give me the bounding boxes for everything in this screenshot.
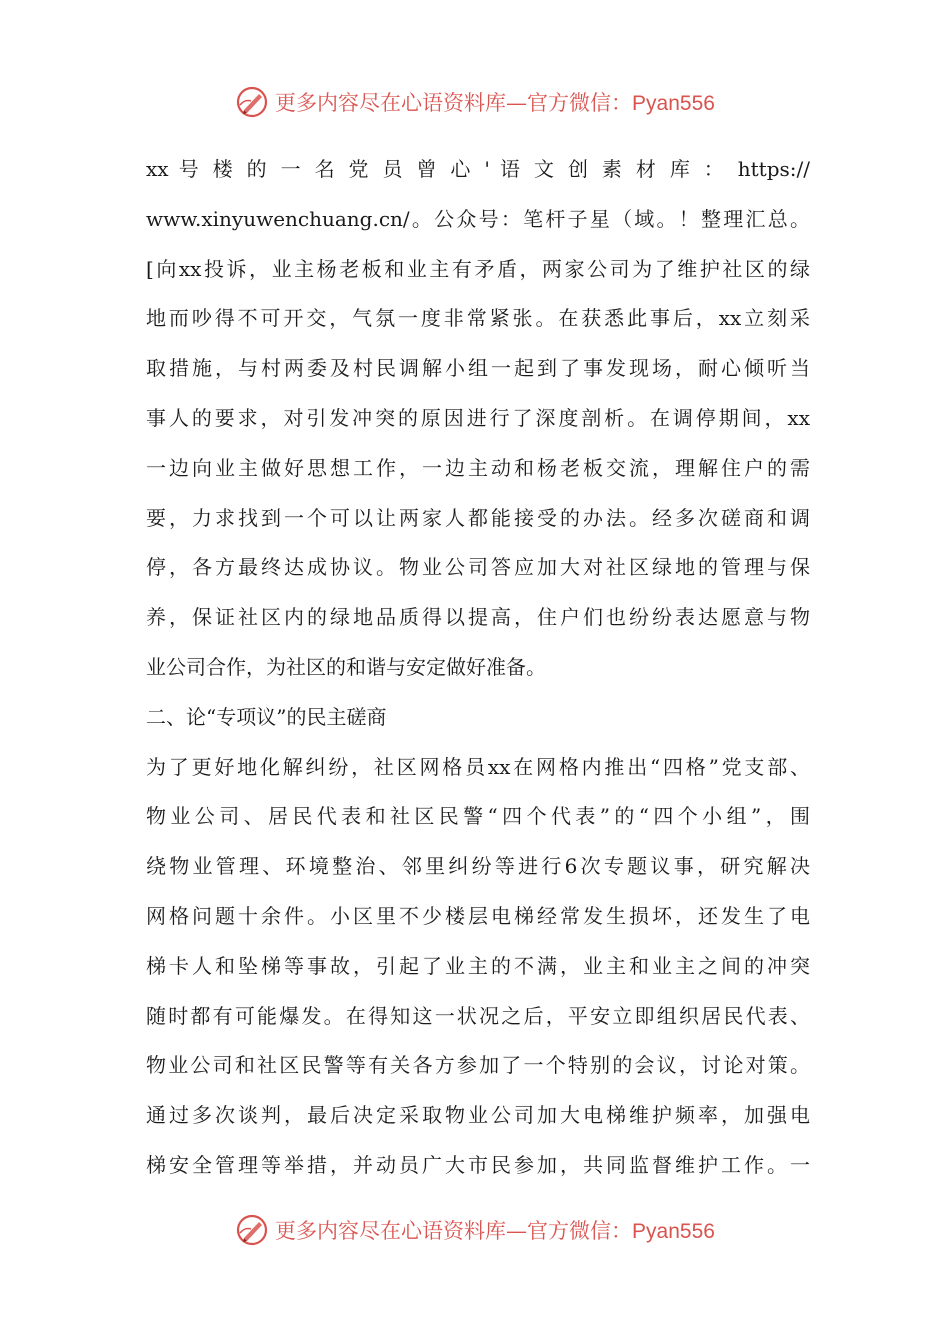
text-line: 为了更好地化解纠纷，社区网格员xx在网格内推出“四格”党支部、 xyxy=(146,754,810,779)
text-line: 取措施，与村两委及村民调解小组一起到了事发现场，耐心倾听当 xyxy=(146,356,810,381)
text-line: 物业公司、居民代表和社区民警“四个代表”的“四个小组”，围 xyxy=(146,804,810,829)
text-line: 业公司合作，为社区的和谐与安定做好准备。 xyxy=(146,654,546,679)
text-line: 停，各方最终达成协议。物业公司答应加大对社区绿地的管理与保 xyxy=(146,555,810,580)
text-line: 一边向业主做好思想工作，一边主动和杨老板交流，理解住户的需 xyxy=(146,455,810,480)
text-line: [向xx投诉，业主杨老板和业主有矛盾，两家公司为了维护社区的绿 xyxy=(146,256,810,281)
pen-logo-icon xyxy=(235,85,269,119)
banner-wechat-id: Pyan556 xyxy=(632,92,715,115)
banner-wechat-id: Pyan556 xyxy=(632,1220,715,1243)
text-line: 随时都有可能爆发。在得知这一状况之后，平安立即组织居民代表、 xyxy=(146,1003,810,1028)
text-line: 养，保证社区内的绿地品质得以提高，住户们也纷纷表达愿意与物 xyxy=(146,605,810,630)
banner-text xyxy=(275,1215,715,1245)
text-line: 梯卡人和坠梯等事故，引起了业主的不满，业主和业主之间的冲突 xyxy=(146,953,810,978)
text-line: www.xinyuwenchuang.cn/。公众号：笔杆子星（域。！整理汇总。 xyxy=(146,206,810,231)
banner-text xyxy=(275,87,715,117)
text-line: 事人的要求，对引发冲突的原因进行了深度剖析。在调停期间，xx xyxy=(146,405,810,430)
text-line: 绕物业管理、环境整治、邻里纠纷等进行6次专题议事，研究解决 xyxy=(146,854,810,879)
document-body xyxy=(146,145,810,1191)
text-line: xx 号 楼 的 一 名 党 员 曾 心 ' 语 文 创 素 材 库 ： https:// xyxy=(146,157,810,181)
text-line: 要，力求找到一个可以让两家人都能接受的办法。经多次磋商和调 xyxy=(146,505,810,530)
header-watermark-banner xyxy=(0,80,950,124)
text-line: 二、论“专项议”的民主磋商 xyxy=(146,704,387,729)
text-line: 网格问题十余件。小区里不少楼层电梯经常发生损坏，还发生了电 xyxy=(146,903,810,928)
text-line: 通过多次谈判，最后决定采取物业公司加大电梯维护频率，加强电 xyxy=(146,1103,810,1128)
text-line: 物业公司和社区民警等有关各方参加了一个特别的会议，讨论对策。 xyxy=(146,1053,810,1078)
text-line: 梯安全管理等举措，并动员广大市民参加，共同监督维护工作。一 xyxy=(146,1152,810,1177)
banner-slogan: 更多内容尽在心语资料库—官方微信： xyxy=(275,91,633,115)
footer-watermark-banner xyxy=(0,1208,950,1252)
banner-slogan: 更多内容尽在心语资料库—官方微信： xyxy=(275,1219,633,1243)
text-line: 地而吵得不可开交，气氛一度非常紧张。在获悉此事后，xx立刻采 xyxy=(146,306,810,331)
pen-logo-icon xyxy=(235,1213,269,1247)
